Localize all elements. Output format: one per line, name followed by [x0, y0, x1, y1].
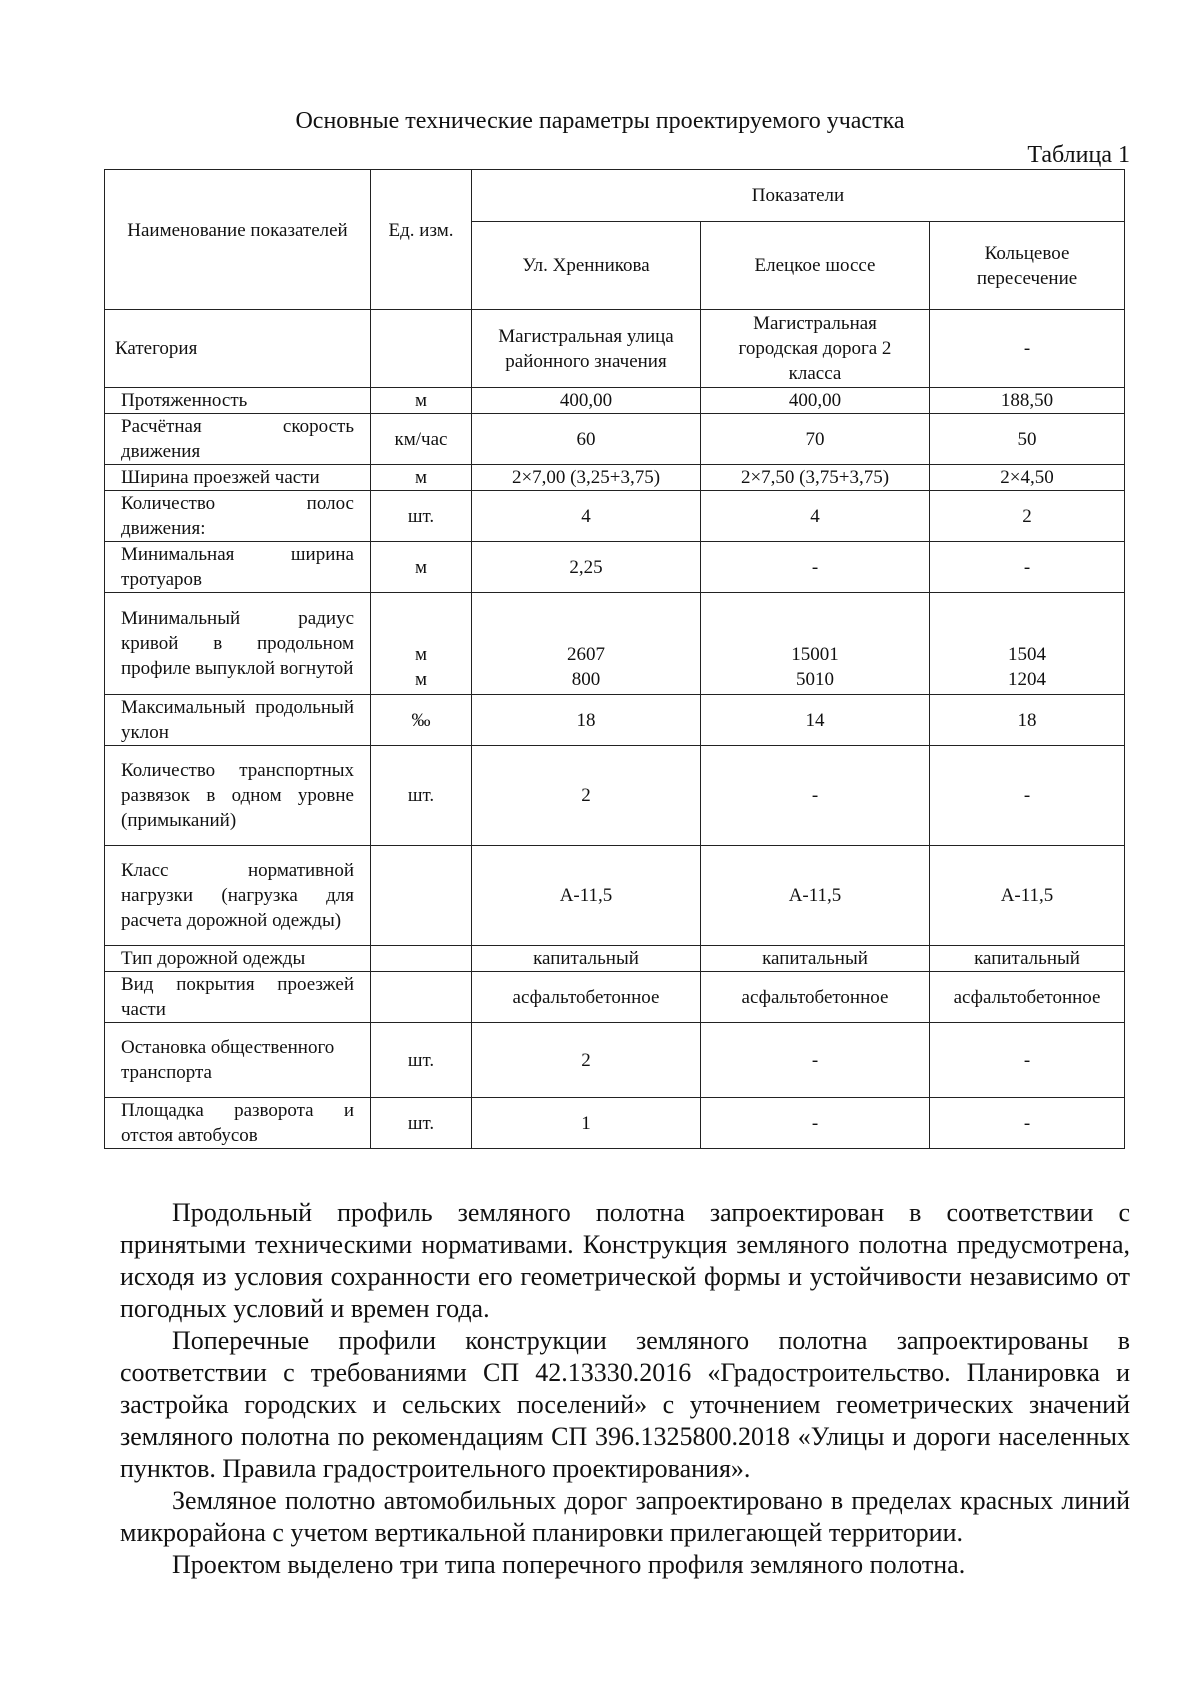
- row-value: асфальтобетонное: [930, 972, 1125, 1023]
- row-value: [701, 593, 930, 695]
- row-name: Максимальный продольный уклон: [105, 695, 371, 746]
- document-title: Основные технические параметры проектируемого участка: [295, 108, 905, 134]
- row-unit-concave: м: [414, 669, 428, 690]
- header-unit: Ед. изм.: [371, 170, 472, 310]
- body-paragraph-1: Продольный профиль земляного полотна запроектирован в соответствии с принятыми техническими нормативами. Конструкция земляного полотна предусмотрена, исходя из условия сохранности его геометрической формы и устойчивости независимо от погодных условий и времен года.: [120, 1198, 1130, 1323]
- row-name: Минимальная ширина тротуаров: [105, 542, 371, 593]
- row-name: Ширина проезжей части: [105, 465, 371, 491]
- row-unit: [371, 310, 472, 388]
- row-value: капитальный: [701, 946, 930, 972]
- row-value-convex: 15001: [791, 644, 839, 665]
- table-row: [105, 1023, 1125, 1098]
- table-row: [105, 491, 1125, 542]
- row-value: 2×7,00 (3,25+3,75): [472, 465, 701, 491]
- row-value: [472, 593, 701, 695]
- table-row: [105, 542, 1125, 593]
- row-value: -: [701, 746, 930, 846]
- row-value: асфальтобетонное: [472, 972, 701, 1023]
- header-column-1: Ул. Хренникова: [472, 222, 701, 310]
- table-row: [105, 465, 1125, 491]
- row-value: 4: [472, 491, 701, 542]
- table-row: [105, 310, 1125, 388]
- table-number-label: Таблица 1: [1027, 142, 1130, 168]
- header-column-2: Елецкое шоссе: [701, 222, 930, 310]
- row-value: 4: [701, 491, 930, 542]
- row-value: 2: [472, 746, 701, 846]
- row-name: Тип дорожной одежды: [105, 946, 371, 972]
- header-column-3: Кольцевое пересечение: [930, 222, 1125, 310]
- row-name: Минимальный радиус кривой в продольном профиле выпуклой вогнутой: [105, 593, 371, 695]
- row-value: [930, 593, 1125, 695]
- row-value: А-11,5: [472, 846, 701, 946]
- row-unit: м: [371, 465, 472, 491]
- row-value: -: [701, 542, 930, 593]
- row-value: 18: [930, 695, 1125, 746]
- row-value: капитальный: [930, 946, 1125, 972]
- row-unit: шт.: [371, 491, 472, 542]
- row-unit: м: [371, 388, 472, 414]
- row-value: 188,50: [930, 388, 1125, 414]
- row-value: А-11,5: [930, 846, 1125, 946]
- body-paragraph-4: Проектом выделено три типа поперечного профиля земляного полотна.: [172, 1550, 966, 1579]
- header-group: Показатели: [472, 170, 1125, 222]
- row-value: 2×7,50 (3,75+3,75): [701, 465, 930, 491]
- row-unit: км/час: [371, 414, 472, 465]
- row-unit: ‰: [371, 695, 472, 746]
- row-unit: [371, 593, 472, 695]
- row-value: -: [701, 1023, 930, 1098]
- row-unit: шт.: [371, 1098, 472, 1149]
- table-row: [105, 846, 1125, 946]
- row-unit: м: [371, 542, 472, 593]
- row-name: Категория: [105, 310, 371, 388]
- row-value: -: [930, 310, 1125, 388]
- row-name: Остановка общественного транспорта: [105, 1023, 371, 1098]
- row-value: -: [930, 746, 1125, 846]
- row-value-convex: 1504: [1008, 644, 1046, 665]
- row-value: капитальный: [472, 946, 701, 972]
- row-name: Класс нормативной нагрузки (нагрузка для расчета дорожной одежды): [105, 846, 371, 946]
- body-paragraph-2: Поперечные профили конструкции земляного полотна запроектированы в соответствии с требованиями СП 42.13330.2016 «Градостроительство. Планировка и застройка городских и сельских поселений» с уточнением геометрических значений земляного полотна по рекомендациям СП 396.1325800.2018 «Улицы и дороги населенных пунктов. Правила градостроительного проектирования».: [120, 1326, 1130, 1483]
- table-header-row: [105, 170, 1125, 222]
- row-name: Количество транспортных развязок в одном уровне (примыканий): [105, 746, 371, 846]
- row-value: 400,00: [701, 388, 930, 414]
- table-row: [105, 946, 1125, 972]
- table-row: [105, 746, 1125, 846]
- body-paragraph-3: Земляное полотно автомобильных дорог запроектировано в пределах красных линий микрорайона с учетом вертикальной планировки прилегающей территории.: [120, 1486, 1130, 1547]
- row-value: 50: [930, 414, 1125, 465]
- row-value: 60: [472, 414, 701, 465]
- row-unit: [371, 846, 472, 946]
- row-value-concave: 1204: [1008, 669, 1046, 690]
- row-value: 70: [701, 414, 930, 465]
- table-row: [105, 972, 1125, 1023]
- row-value: А-11,5: [701, 846, 930, 946]
- row-value: 1: [472, 1098, 701, 1149]
- row-value: 14: [701, 695, 930, 746]
- header-name: Наименование показателей: [105, 170, 371, 310]
- row-unit: шт.: [371, 1023, 472, 1098]
- row-value: -: [701, 1098, 930, 1149]
- row-unit: [371, 972, 472, 1023]
- row-unit: [371, 946, 472, 972]
- row-name: Площадка разворота и отстоя автобусов: [105, 1098, 371, 1149]
- row-value: асфальтобетонное: [701, 972, 930, 1023]
- row-value-convex: 2607: [567, 644, 605, 665]
- table-row: [105, 388, 1125, 414]
- row-name: Количество полос движения:: [105, 491, 371, 542]
- row-value-concave: 800: [571, 669, 601, 690]
- row-unit-convex: м: [414, 644, 428, 665]
- row-value-concave: 5010: [796, 669, 834, 690]
- row-value: 2,25: [472, 542, 701, 593]
- row-value: -: [930, 1098, 1125, 1149]
- row-unit: шт.: [371, 746, 472, 846]
- row-value: 2: [472, 1023, 701, 1098]
- row-value: Магистральная улица районного значения: [472, 310, 701, 388]
- row-value: Магистральная городская дорога 2 класса: [701, 310, 930, 388]
- row-value: 2×4,50: [930, 465, 1125, 491]
- table-row: [105, 593, 1125, 695]
- table-row: [105, 1098, 1125, 1149]
- table-row: [105, 695, 1125, 746]
- row-value: -: [930, 542, 1125, 593]
- row-value: 18: [472, 695, 701, 746]
- row-name: Расчётная скорость движения: [105, 414, 371, 465]
- row-value: 400,00: [472, 388, 701, 414]
- row-name: Вид покрытия проезжей части: [105, 972, 371, 1023]
- table-row: [105, 414, 1125, 465]
- row-name: Протяженность: [105, 388, 371, 414]
- parameters-table: [104, 169, 1125, 1149]
- row-value: 2: [930, 491, 1125, 542]
- row-value: -: [930, 1023, 1125, 1098]
